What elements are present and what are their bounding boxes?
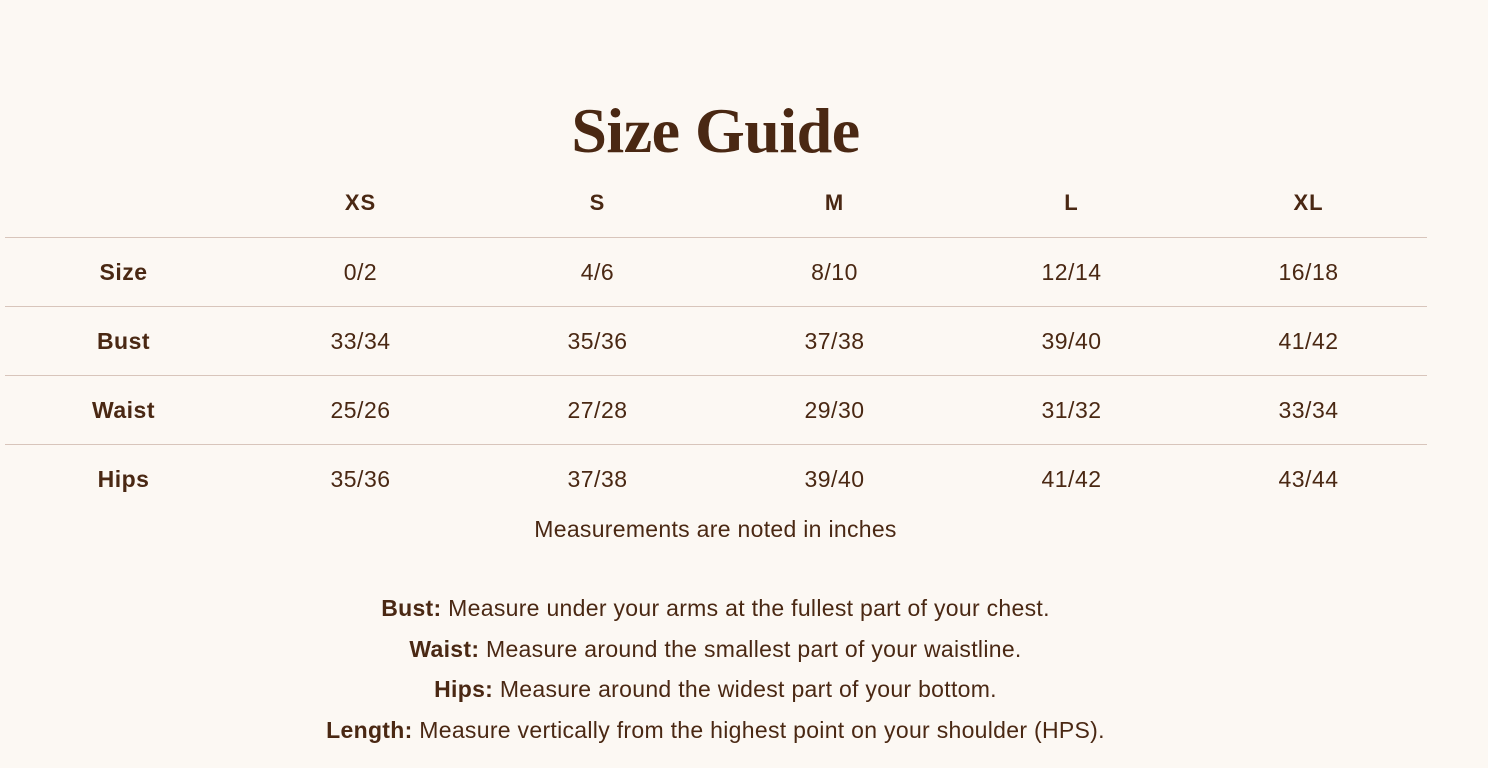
table-cell: 35/36 [567, 327, 628, 354]
column-header-s: S [589, 189, 606, 215]
measurement-instructions [0, 588, 1431, 750]
column-header-m: M [824, 189, 845, 215]
table-cell: 25/26 [330, 396, 391, 423]
table-row-hips [5, 445, 1427, 514]
column-header-l: L [1064, 189, 1079, 215]
table-cell: 39/40 [1041, 327, 1102, 354]
table-cell: 16/18 [1278, 258, 1339, 285]
table-cell: 33/34 [1278, 396, 1339, 423]
table-cell: 8/10 [811, 258, 858, 285]
instruction-hips [0, 669, 1431, 710]
instruction-waist [0, 629, 1431, 670]
row-label: Waist [92, 396, 155, 423]
table-cell: 27/28 [567, 396, 628, 423]
table-row-waist [5, 376, 1427, 445]
table-cell: 41/42 [1278, 327, 1339, 354]
instruction-label: Waist: [409, 635, 480, 662]
column-header-xs: XS [344, 189, 377, 215]
table-cell: 39/40 [804, 466, 865, 492]
table-row-bust [5, 307, 1427, 376]
row-label: Hips [97, 466, 150, 492]
instruction-label: Bust: [381, 595, 442, 621]
table-cell: 29/30 [804, 396, 865, 423]
table-cell: 33/34 [330, 327, 391, 354]
instruction-bust [0, 588, 1431, 629]
row-label: Bust [96, 327, 151, 354]
table-row-size [5, 238, 1427, 307]
instruction-label: Length: [326, 716, 413, 743]
table-cell: 41/42 [1041, 466, 1102, 492]
column-header-xl: XL [1293, 189, 1324, 215]
row-label: Size [99, 258, 148, 285]
instruction-text: Measure vertically from the highest point on your shoulder (HPS). [412, 716, 1105, 743]
table-header-row [5, 168, 1427, 238]
instruction-text: Measure around the widest part of your bottom. [493, 676, 997, 702]
instruction-text: Measure under your arms at the fullest part of your chest. [441, 595, 1050, 621]
table-cell: 37/38 [567, 466, 628, 492]
page-title: Size Guide [571, 94, 860, 166]
table-cell: 4/6 [580, 258, 615, 285]
table-cell: 35/36 [330, 466, 391, 492]
table-cell: 43/44 [1278, 466, 1339, 492]
size-table [5, 168, 1427, 514]
measurement-units-note: Measurements are noted in inches [534, 516, 897, 542]
table-cell: 0/2 [343, 258, 378, 285]
table-cell: 12/14 [1041, 258, 1102, 285]
instruction-label: Hips: [434, 676, 494, 702]
table-cell: 37/38 [804, 327, 865, 354]
instruction-text: Measure around the smallest part of your waistline. [479, 635, 1022, 662]
instruction-length [0, 710, 1431, 751]
table-cell: 31/32 [1041, 396, 1102, 423]
